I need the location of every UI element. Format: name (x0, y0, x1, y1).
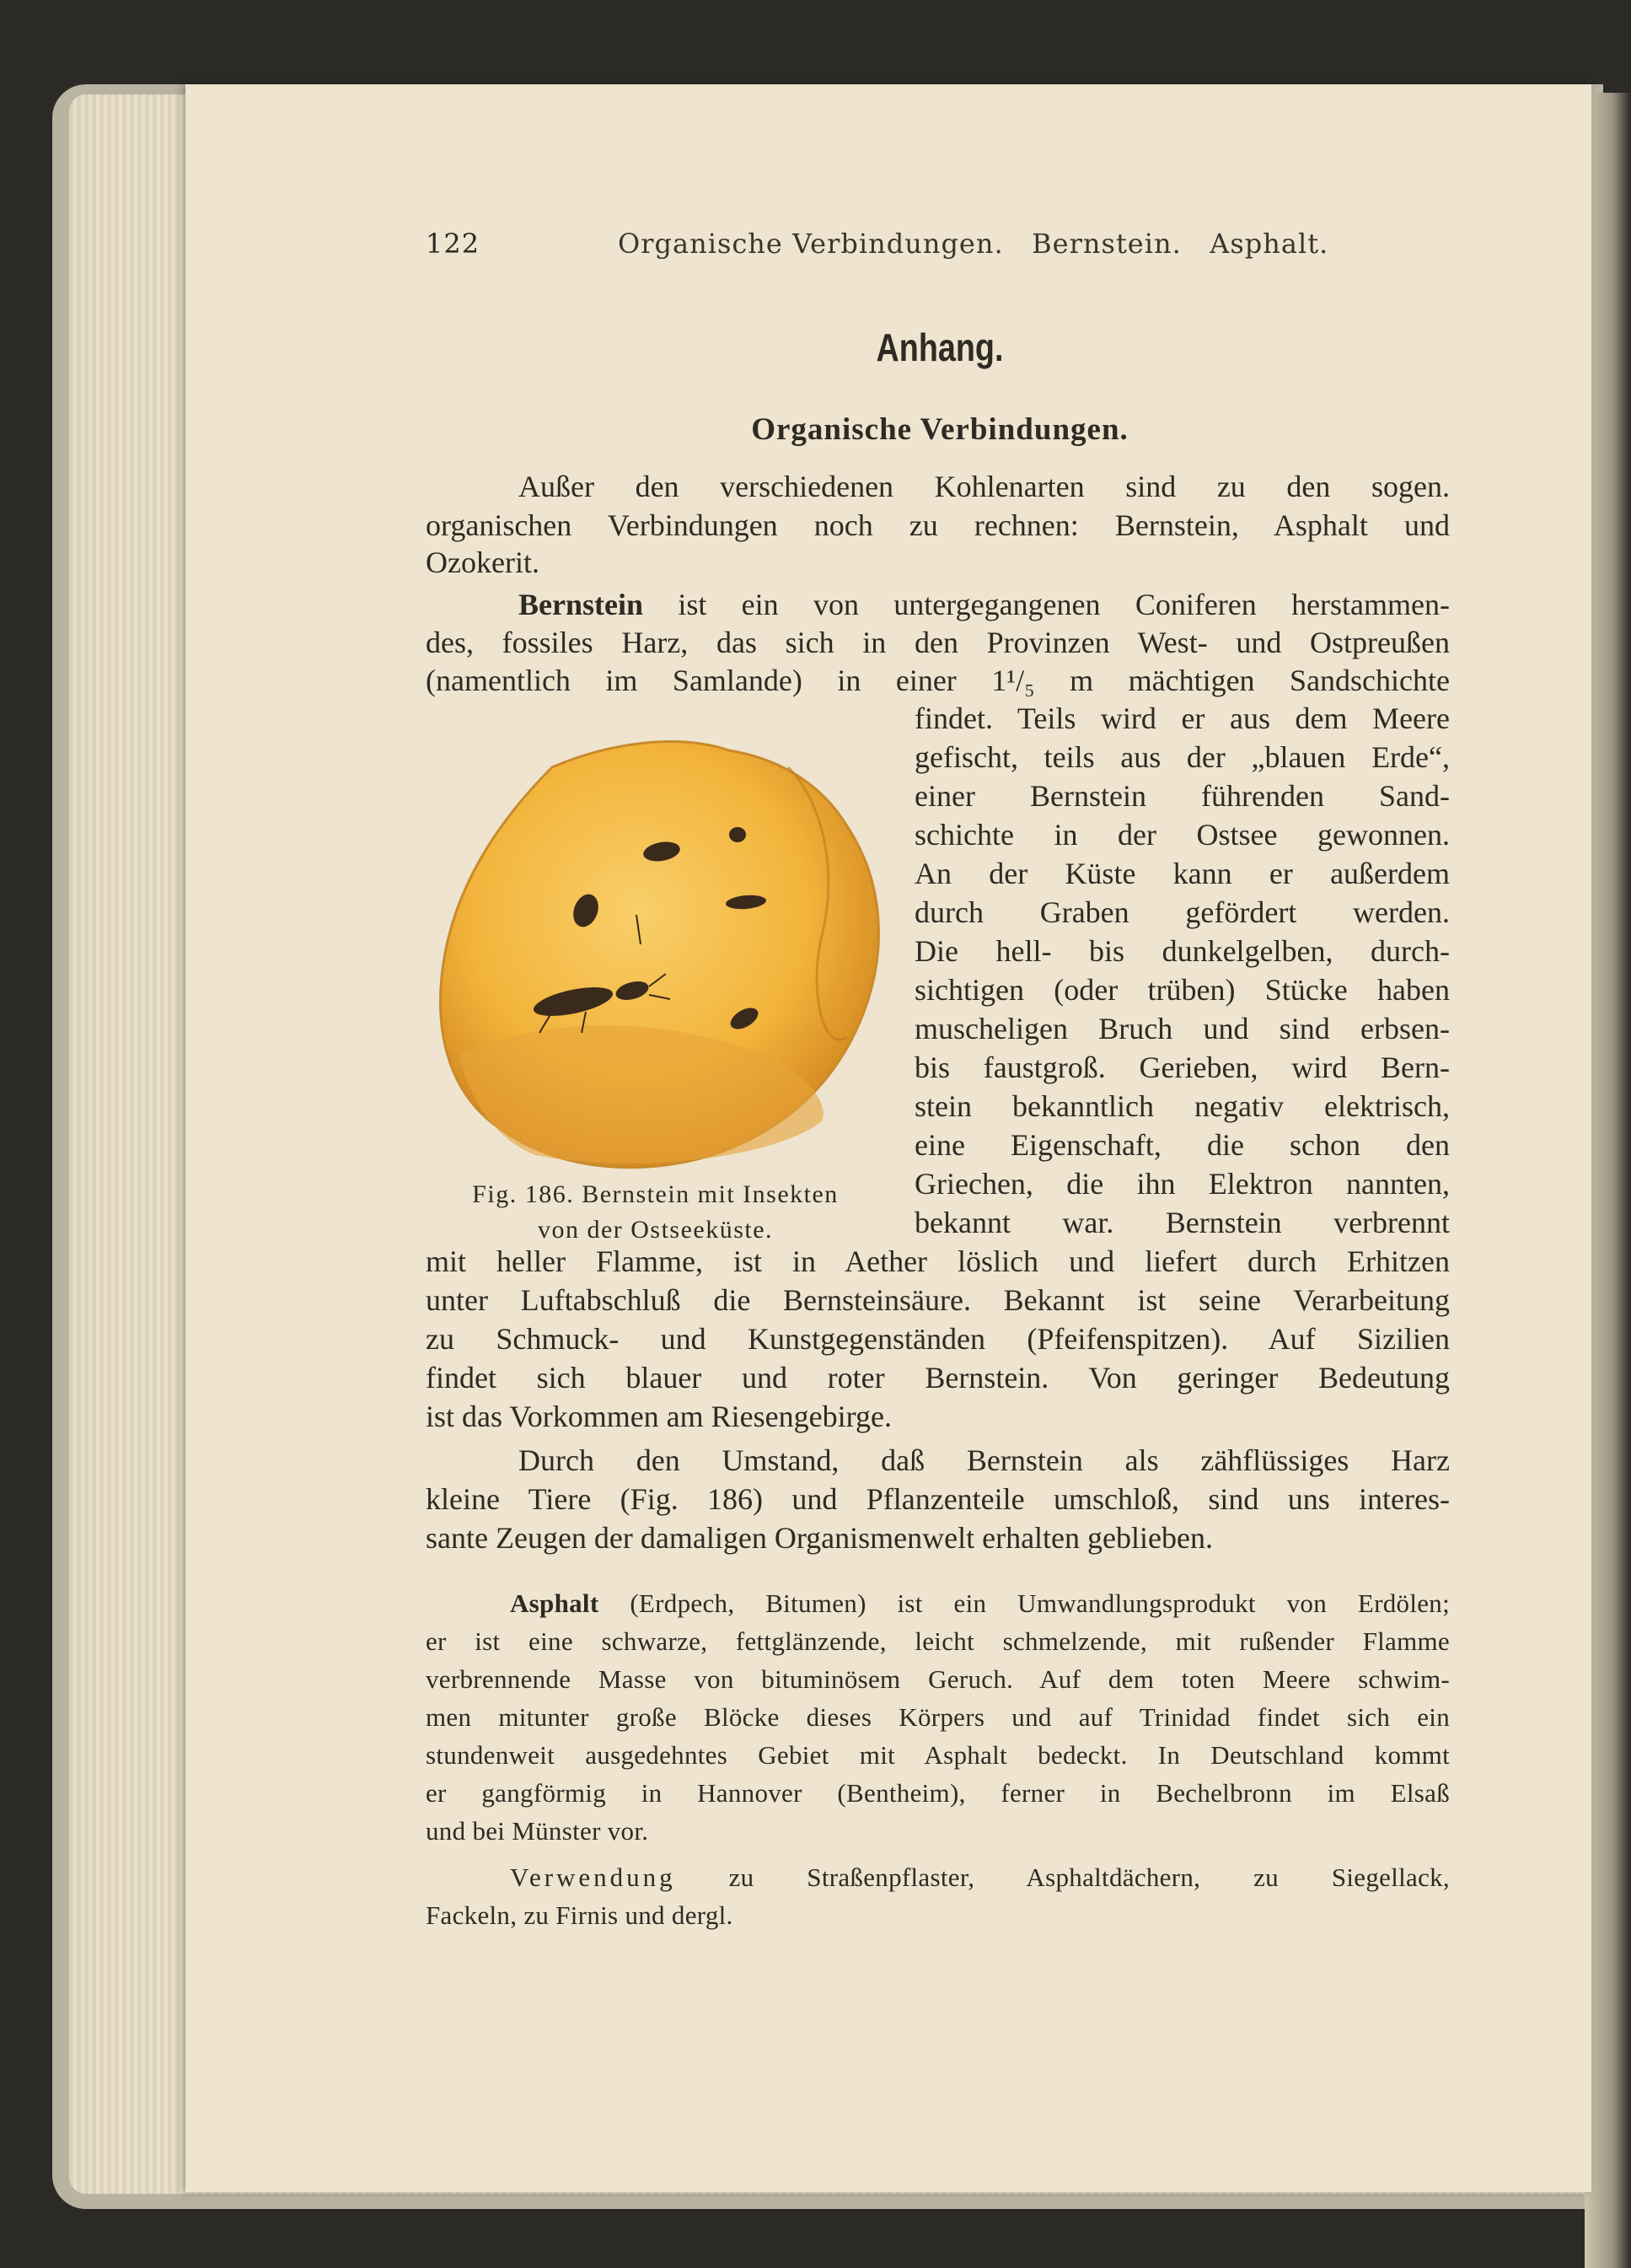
para4-line-1 (426, 1585, 1450, 1622)
para2-wrap-line-12: eine Eigenschaft, die schon den (915, 1128, 1450, 1162)
para2-wrap-line-9: muscheligen Bruch und sind erbsen- (915, 1012, 1450, 1045)
para2-wrap-line-14: bekannt war. Bernstein verbrennt (915, 1206, 1450, 1239)
para4-line-3: verbrennende Masse von bituminösem Geruch. Auf dem toten Meere schwim- (426, 1664, 1450, 1694)
para1-line-1: Außer den verschiedenen Kohlenarten sind zu den sogen. (518, 470, 1450, 503)
para4-line-5: stundenweit ausgedehntes Gebiet mit Asphalt bedeckt. In Deutschland kommt (426, 1740, 1450, 1770)
para2-wrap-line-5: An der Küste kann er außerdem (915, 857, 1450, 890)
para2-wrap-line-8: sichtigen (oder trüben) Stücke haben (915, 973, 1450, 1007)
para5-lead-rest: zu Straßenpflaster, Asphaltdächern, zu Siegellack, (728, 1862, 1450, 1892)
section-subheading: Organische Verbindungen. (751, 412, 1129, 447)
para2-line-1 (426, 586, 1450, 623)
figure-caption-line-2: von der Ostseeküste. (537, 1216, 774, 1244)
figure-caption-line-1: Fig. 186. Bernstein mit Insekten (472, 1180, 839, 1208)
para2-wrap-line-1: findet. Teils wird er aus dem Meere (915, 701, 1450, 735)
para2-wrap-line-4: schichte in der Ostsee gewonnen. (915, 818, 1450, 852)
para2-wrap-line-13: Griechen, die ihn Elektron nannten, (915, 1167, 1450, 1201)
para2-wrap-line-7: Die hell- bis dunkelgelben, durch- (915, 934, 1450, 968)
para3-line-3: sante Zeugen der damaligen Organismenwelt erhalten geblieben. (426, 1521, 1213, 1555)
amber-figure-illustration (426, 734, 898, 1189)
para3-line-2: kleine Tiere (Fig. 186) und Pflanzenteile umschloß, sind uns interes- (426, 1482, 1450, 1516)
para2-wrap-line-6: durch Graben gefördert werden. (915, 895, 1450, 929)
facing-page-edge (1585, 93, 1631, 2268)
para2-wrap-line-10: bis faustgroß. Gerieben, wird Bern- (915, 1051, 1450, 1084)
asphalt-lead: Asphalt (510, 1588, 599, 1618)
para2-line-after-figure-5: ist das Vorkommen am Riesengebirge. (426, 1400, 892, 1433)
para2-wrap-line-2: gefischt, teils aus der „blauen Erde“, (915, 740, 1450, 774)
para2-line-2: des, fossiles Harz, das sich in den Provinzen West- und Ostpreußen (426, 626, 1450, 659)
para4-line-4: men mitunter große Blöcke dieses Körpers und auf Trinidad findet sich ein (426, 1702, 1450, 1732)
para4-line-2: er ist eine schwarze, fettglänzende, leicht schmelzende, mit rußender Flamme (426, 1626, 1450, 1656)
para2-lead-rest: ist ein von untergegangenen Coniferen herstammen- (678, 588, 1451, 621)
para2-line-after-figure-2: unter Luftabschluß die Bernsteinsäure. Bekannt ist seine Verarbeitung (426, 1283, 1450, 1317)
para2-line-after-figure-4: findet sich blauer und roter Bernstein. Von geringer Bedeutung (426, 1361, 1450, 1395)
running-title: Organische Verbindungen. Bernstein. Asphalt. (618, 228, 1329, 260)
para5-line-2: Fackeln, zu Firnis und dergl. (426, 1900, 733, 1930)
para4-line-6: er gangförmig in Hannover (Bentheim), ferner in Bechelbronn im Elsaß (426, 1778, 1450, 1808)
para1-line-2: organischen Verbindungen noch zu rechnen: Bernstein, Asphalt und (426, 508, 1450, 542)
para2-wrap-line-3: einer Bernstein führenden Sand- (915, 779, 1450, 813)
bernstein-lead: Bernstein (518, 588, 643, 621)
para1-line-3: Ozokerit. (426, 546, 539, 579)
para3-line-1: Durch den Umstand, daß Bernstein als zähflüssiges Harz (518, 1443, 1450, 1477)
insect-4 (729, 827, 746, 842)
para5-line-1 (426, 1859, 1450, 1896)
page-number: 122 (426, 228, 480, 260)
para2-line-after-figure-3: zu Schmuck- und Kunstgegenständen (Pfeifenspitzen). Auf Sizilien (426, 1322, 1450, 1356)
section-heading: Anhang. (876, 325, 1004, 369)
para2-line-3: (namentlich im Samlande) in einer 1¹/₅ m mächtigen Sandschichte (426, 664, 1450, 697)
para4-lead-rest: (Erdpech, Bitumen) ist ein Umwandlungsprodukt von Erdölen; (630, 1588, 1450, 1618)
para2-wrap-line-11: stein bekanntlich negativ elektrisch, (915, 1089, 1450, 1123)
verwendung-lead: Verwendung (510, 1862, 676, 1892)
para2-line-after-figure-1: mit heller Flamme, ist in Aether löslich und liefert durch Erhitzen (426, 1244, 1450, 1278)
para4-line-7: und bei Münster vor. (426, 1816, 649, 1846)
